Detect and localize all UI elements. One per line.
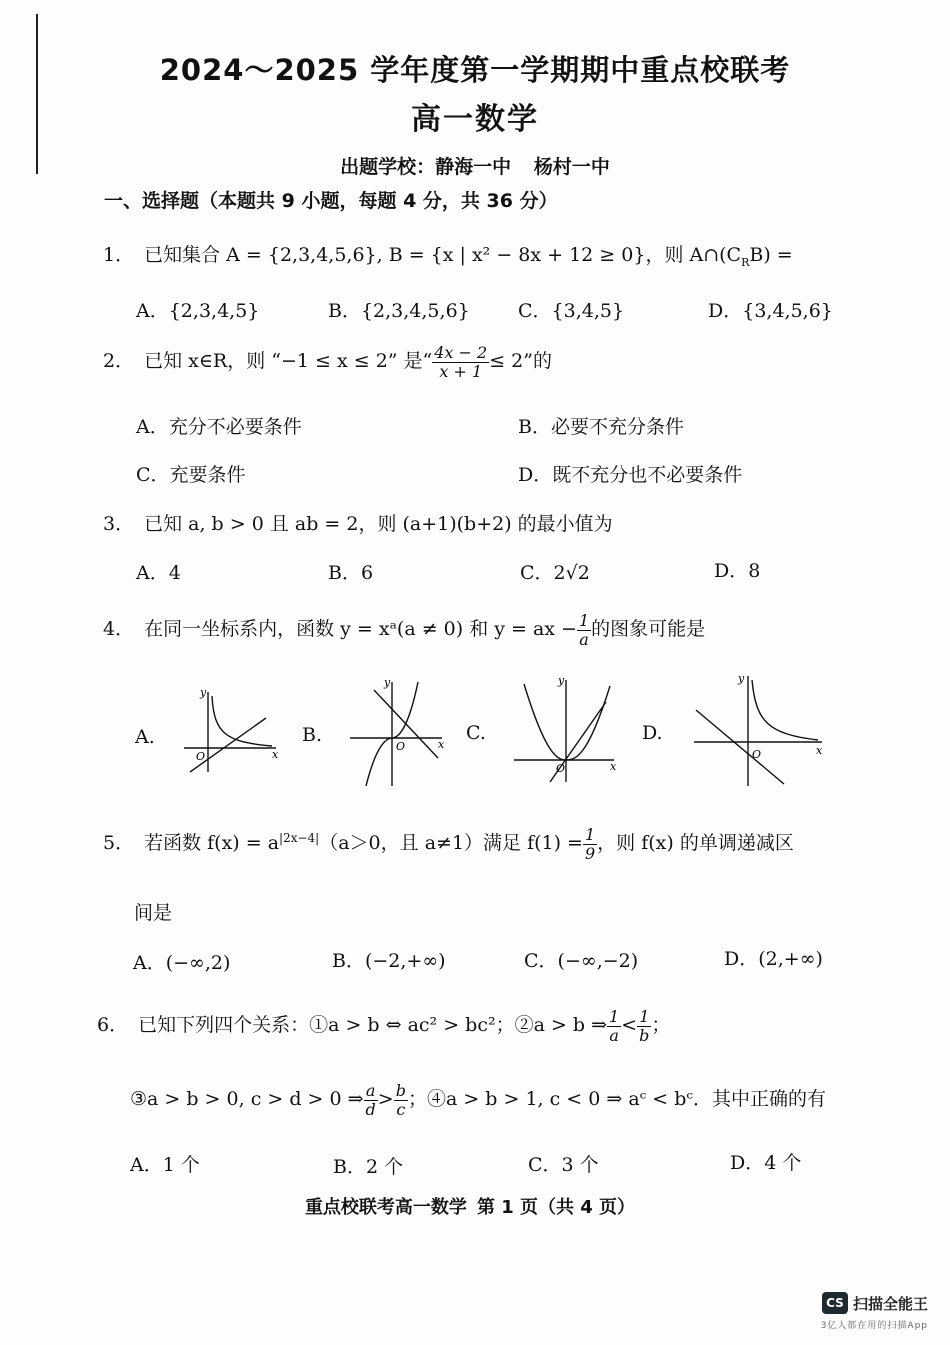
fraction — [577, 612, 591, 648]
q6-option-d: D．4 个 — [730, 1152, 802, 1174]
numerator: 1 — [637, 1008, 651, 1027]
numerator: a — [364, 1082, 378, 1101]
denominator: b — [639, 1025, 650, 1045]
question-6 — [97, 1008, 670, 1044]
axis-y-label: y — [384, 676, 391, 689]
q3-option-b: B．6 — [328, 562, 374, 584]
graph-label-a: A. — [135, 726, 155, 748]
q3-option-d: D．8 — [714, 560, 761, 582]
camscanner-logo-icon: CS — [822, 1292, 848, 1314]
exponent: |2x−4| — [279, 830, 320, 845]
question-1-stem: 已知集合 A = {2,3,4,5,6}, B = {x | x² − 8x + 12 ≥ 0}，则 A∩(C — [144, 244, 742, 266]
q1-option-a: A．{2,3,4,5} — [136, 300, 260, 322]
q2-option-b: B．必要不充分条件 — [518, 416, 684, 438]
question-1 — [103, 240, 793, 269]
q2-option-c: C．充要条件 — [136, 464, 246, 486]
school-1: 出题学校：静海一中 — [340, 156, 512, 178]
question-1-tail: B) = — [749, 244, 793, 266]
axis-x-label: x — [610, 760, 617, 773]
graph-d — [688, 670, 828, 790]
power-curve — [212, 696, 272, 746]
q6-option-c: C．3 个 — [528, 1154, 599, 1176]
schools-line — [0, 152, 950, 179]
scanner-badge — [822, 1292, 928, 1314]
question-number: 5． — [103, 832, 135, 855]
question-2-pre: 已知 x∈R，则 “−1 ≤ x ≤ 2” 是“ — [144, 350, 433, 373]
question-4-post: 的图象可能是 — [591, 618, 706, 641]
question-number: 2． — [103, 350, 135, 373]
subject-title: 高一数学 — [411, 102, 539, 137]
power-curve — [752, 680, 818, 740]
fraction — [394, 1082, 408, 1118]
q3-option-a: A．4 — [136, 562, 181, 584]
axis-x-label: x — [438, 738, 445, 751]
q5-option-b: B．(−2,+∞) — [332, 950, 446, 972]
numerator: 1 — [578, 611, 590, 630]
question-5-continued: 间是 — [134, 902, 173, 924]
graph-label-c: C. — [466, 722, 486, 744]
denominator: 9 — [584, 843, 596, 863]
question-5 — [103, 826, 794, 862]
fraction — [607, 1008, 621, 1044]
denominator: x + 1 — [439, 361, 483, 381]
axis-x-label: x — [816, 744, 823, 757]
q5-option-c: C．(−∞,−2) — [524, 950, 639, 972]
graph-a — [180, 686, 284, 776]
relation-4: ；④a > b > 1, c < 0 ⇒ aᶜ < bᶜ．其中正确的有 — [407, 1088, 826, 1111]
linear-line — [374, 690, 438, 758]
linear-line — [190, 718, 266, 772]
question-4 — [103, 612, 705, 648]
linear-line — [696, 710, 784, 784]
denominator: a — [609, 1025, 619, 1045]
numerator: 4x − 2 — [434, 343, 488, 362]
question-4-pre: 在同一坐标系内，函数 y = xᵃ(a ≠ 0) 和 y = ax − — [144, 618, 577, 641]
graph-label-b: B. — [302, 724, 323, 746]
graph-label-d: D. — [642, 722, 663, 744]
q3-option-c: C．2√2 — [520, 562, 590, 584]
page-footer — [0, 1193, 950, 1219]
graph-b — [346, 676, 446, 790]
fraction — [432, 344, 489, 380]
axis-y-label: y — [738, 672, 745, 685]
denominator: d — [365, 1099, 376, 1119]
footer-exam: 重点校联考高一数学 — [304, 1197, 467, 1218]
axis-y-label: y — [558, 674, 565, 687]
q5-option-a: A．(−∞,2) — [133, 952, 231, 974]
question-number: 6． — [97, 1014, 129, 1037]
semicolon: ； — [651, 1014, 671, 1037]
q2-option-d: D．既不充分也不必要条件 — [518, 464, 743, 486]
question-6-line1: 已知下列四个关系：①a > b ⇔ ac² > bc²；②a > b ⇒ — [138, 1014, 608, 1037]
fraction — [637, 1008, 651, 1044]
denominator: a — [579, 629, 589, 649]
question-number: 3． — [103, 513, 135, 535]
q2-option-a: A．充分不必要条件 — [136, 416, 302, 438]
question-6-line2 — [130, 1082, 826, 1118]
question-5-mid: （a＞0，且 a≠1）满足 f(1) = — [319, 832, 583, 855]
question-2-post: ≤ 2”的 — [489, 350, 552, 373]
exam-title: 2024～2025 学年度第一学期期中重点校联考 — [159, 53, 791, 87]
q5-option-d: D．(2,+∞) — [724, 948, 823, 970]
numerator: b — [395, 1081, 406, 1100]
q1-option-c: C．{3,4,5} — [518, 300, 625, 322]
question-2 — [103, 344, 552, 380]
axis-y-label: y — [200, 686, 207, 699]
graph-c — [510, 674, 620, 786]
fraction — [364, 1082, 378, 1118]
origin-label: O — [196, 750, 206, 763]
less-than: < — [621, 1014, 638, 1037]
question-3 — [103, 509, 613, 536]
origin-label: O — [752, 748, 762, 761]
relation-3: ③a > b > 0, c > d > 0 ⇒ — [130, 1088, 364, 1111]
section-title: 一、选择题（本题共 9 小题，每题 4 分，共 36 分） — [104, 190, 558, 212]
origin-label: O — [396, 740, 406, 753]
scanner-tagline: 3亿人都在用的扫描App — [820, 1321, 928, 1331]
footer-page: 第 1 页（共 4 页） — [476, 1197, 636, 1218]
school-2: 杨村一中 — [533, 156, 610, 178]
q6-option-a: A．1 个 — [130, 1154, 200, 1176]
question-number: 4． — [103, 618, 135, 641]
power-curve — [524, 684, 610, 760]
axis-x-label: x — [272, 748, 279, 761]
numerator: 1 — [609, 1007, 620, 1026]
q1-option-d: D．{3,4,5,6} — [708, 300, 833, 322]
question-5-pre: 若函数 f(x) = a — [144, 832, 280, 855]
numerator: 1 — [584, 825, 596, 844]
question-3-stem: 已知 a, b > 0 且 ab = 2，则 (a+1)(b+2) 的最小值为 — [144, 513, 613, 535]
question-number: 1． — [103, 244, 135, 266]
denominator: c — [396, 1099, 406, 1119]
question-5-post: ，则 f(x) 的单调递减区 — [597, 832, 794, 855]
q1-option-b: B．{2,3,4,5,6} — [328, 300, 470, 322]
q6-option-b: B．2 个 — [333, 1156, 404, 1178]
scanner-name: 扫描全能王 — [852, 1294, 928, 1313]
origin-label: O — [556, 762, 566, 775]
complement-subscript: R — [741, 255, 750, 269]
fraction — [583, 826, 597, 862]
greater-than: > — [377, 1088, 394, 1111]
